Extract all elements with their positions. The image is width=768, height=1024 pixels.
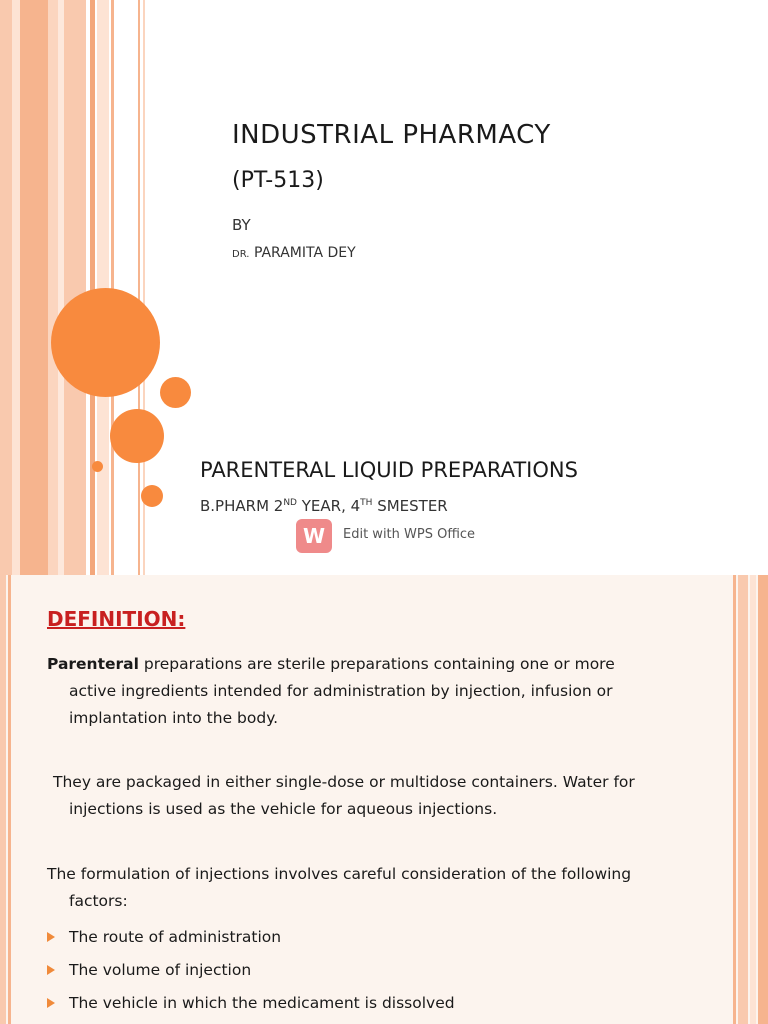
decorative-stripe: [733, 575, 736, 1024]
para-line: The formulation of injections involves careful consideration of the following: [47, 865, 632, 883]
factor-list: [47, 920, 455, 1019]
course-info-part: B.PHARM 2: [200, 497, 284, 515]
definition-slide: [0, 575, 768, 1024]
decorative-stripe: [64, 0, 86, 575]
list-item: [47, 920, 455, 953]
decorative-stripe: [8, 575, 11, 1024]
author-prefix: DR.: [232, 249, 250, 260]
wps-logo-icon: W: [296, 519, 332, 553]
decorative-stripe: [138, 0, 140, 575]
decorative-circle: [141, 485, 163, 507]
para-line: injections is used as the vehicle for aqueous injections.: [69, 800, 498, 818]
para-line: factors:: [69, 892, 128, 910]
decorative-circle: [51, 288, 160, 397]
para-line: preparations are sterile preparations containing one or more: [138, 655, 615, 673]
decorative-circle: [160, 377, 191, 408]
course-code: (PT-513): [232, 168, 324, 193]
course-info-sup: TH: [360, 498, 373, 508]
course-info: [200, 497, 448, 515]
decorative-stripe: [738, 575, 748, 1024]
decorative-stripe: [0, 575, 6, 1024]
wps-watermark-text: Edit with WPS Office: [343, 527, 476, 542]
para-line: implantation into the body.: [69, 709, 279, 727]
decorative-stripe: [20, 0, 48, 575]
list-item: [47, 953, 455, 986]
arrow-bullet-icon: [47, 998, 55, 1008]
list-item: [47, 986, 455, 1019]
by-label: BY: [232, 216, 251, 234]
author-line: [232, 245, 356, 261]
slide-subtitle: PARENTERAL LIQUID PREPARATIONS: [200, 458, 578, 482]
list-item-text: The route of administration: [69, 927, 282, 946]
decorative-stripe: [758, 575, 768, 1024]
decorative-stripe: [0, 0, 12, 575]
para-line: They are packaged in either single-dose or multidose containers. Water for: [53, 773, 635, 791]
definition-paragraph: [47, 651, 687, 732]
decorative-stripe: [48, 0, 58, 575]
keyword-parenteral: Parenteral: [47, 655, 139, 673]
decorative-circle: [92, 461, 103, 472]
section-heading: DEFINITION:: [47, 607, 186, 631]
course-info-part: SMESTER: [372, 497, 448, 515]
packaging-paragraph: [53, 769, 693, 823]
list-item-text: The volume of injection: [69, 960, 252, 979]
decorative-stripe: [750, 575, 756, 1024]
course-info-part: YEAR, 4: [297, 497, 361, 515]
slide-title: INDUSTRIAL PHARMACY: [232, 120, 551, 150]
list-item-text: The vehicle in which the medicament is dissolved: [69, 993, 455, 1012]
arrow-bullet-icon: [47, 965, 55, 975]
arrow-bullet-icon: [47, 932, 55, 942]
para-line: active ingredients intended for administration by injection, infusion or: [69, 682, 613, 700]
decorative-circle: [110, 409, 164, 463]
decorative-stripe: [12, 0, 20, 575]
formulation-paragraph: [47, 861, 687, 915]
author-name: PARAMITA DEY: [253, 245, 356, 261]
course-info-sup: ND: [283, 498, 297, 508]
decorative-stripe: [90, 0, 95, 575]
